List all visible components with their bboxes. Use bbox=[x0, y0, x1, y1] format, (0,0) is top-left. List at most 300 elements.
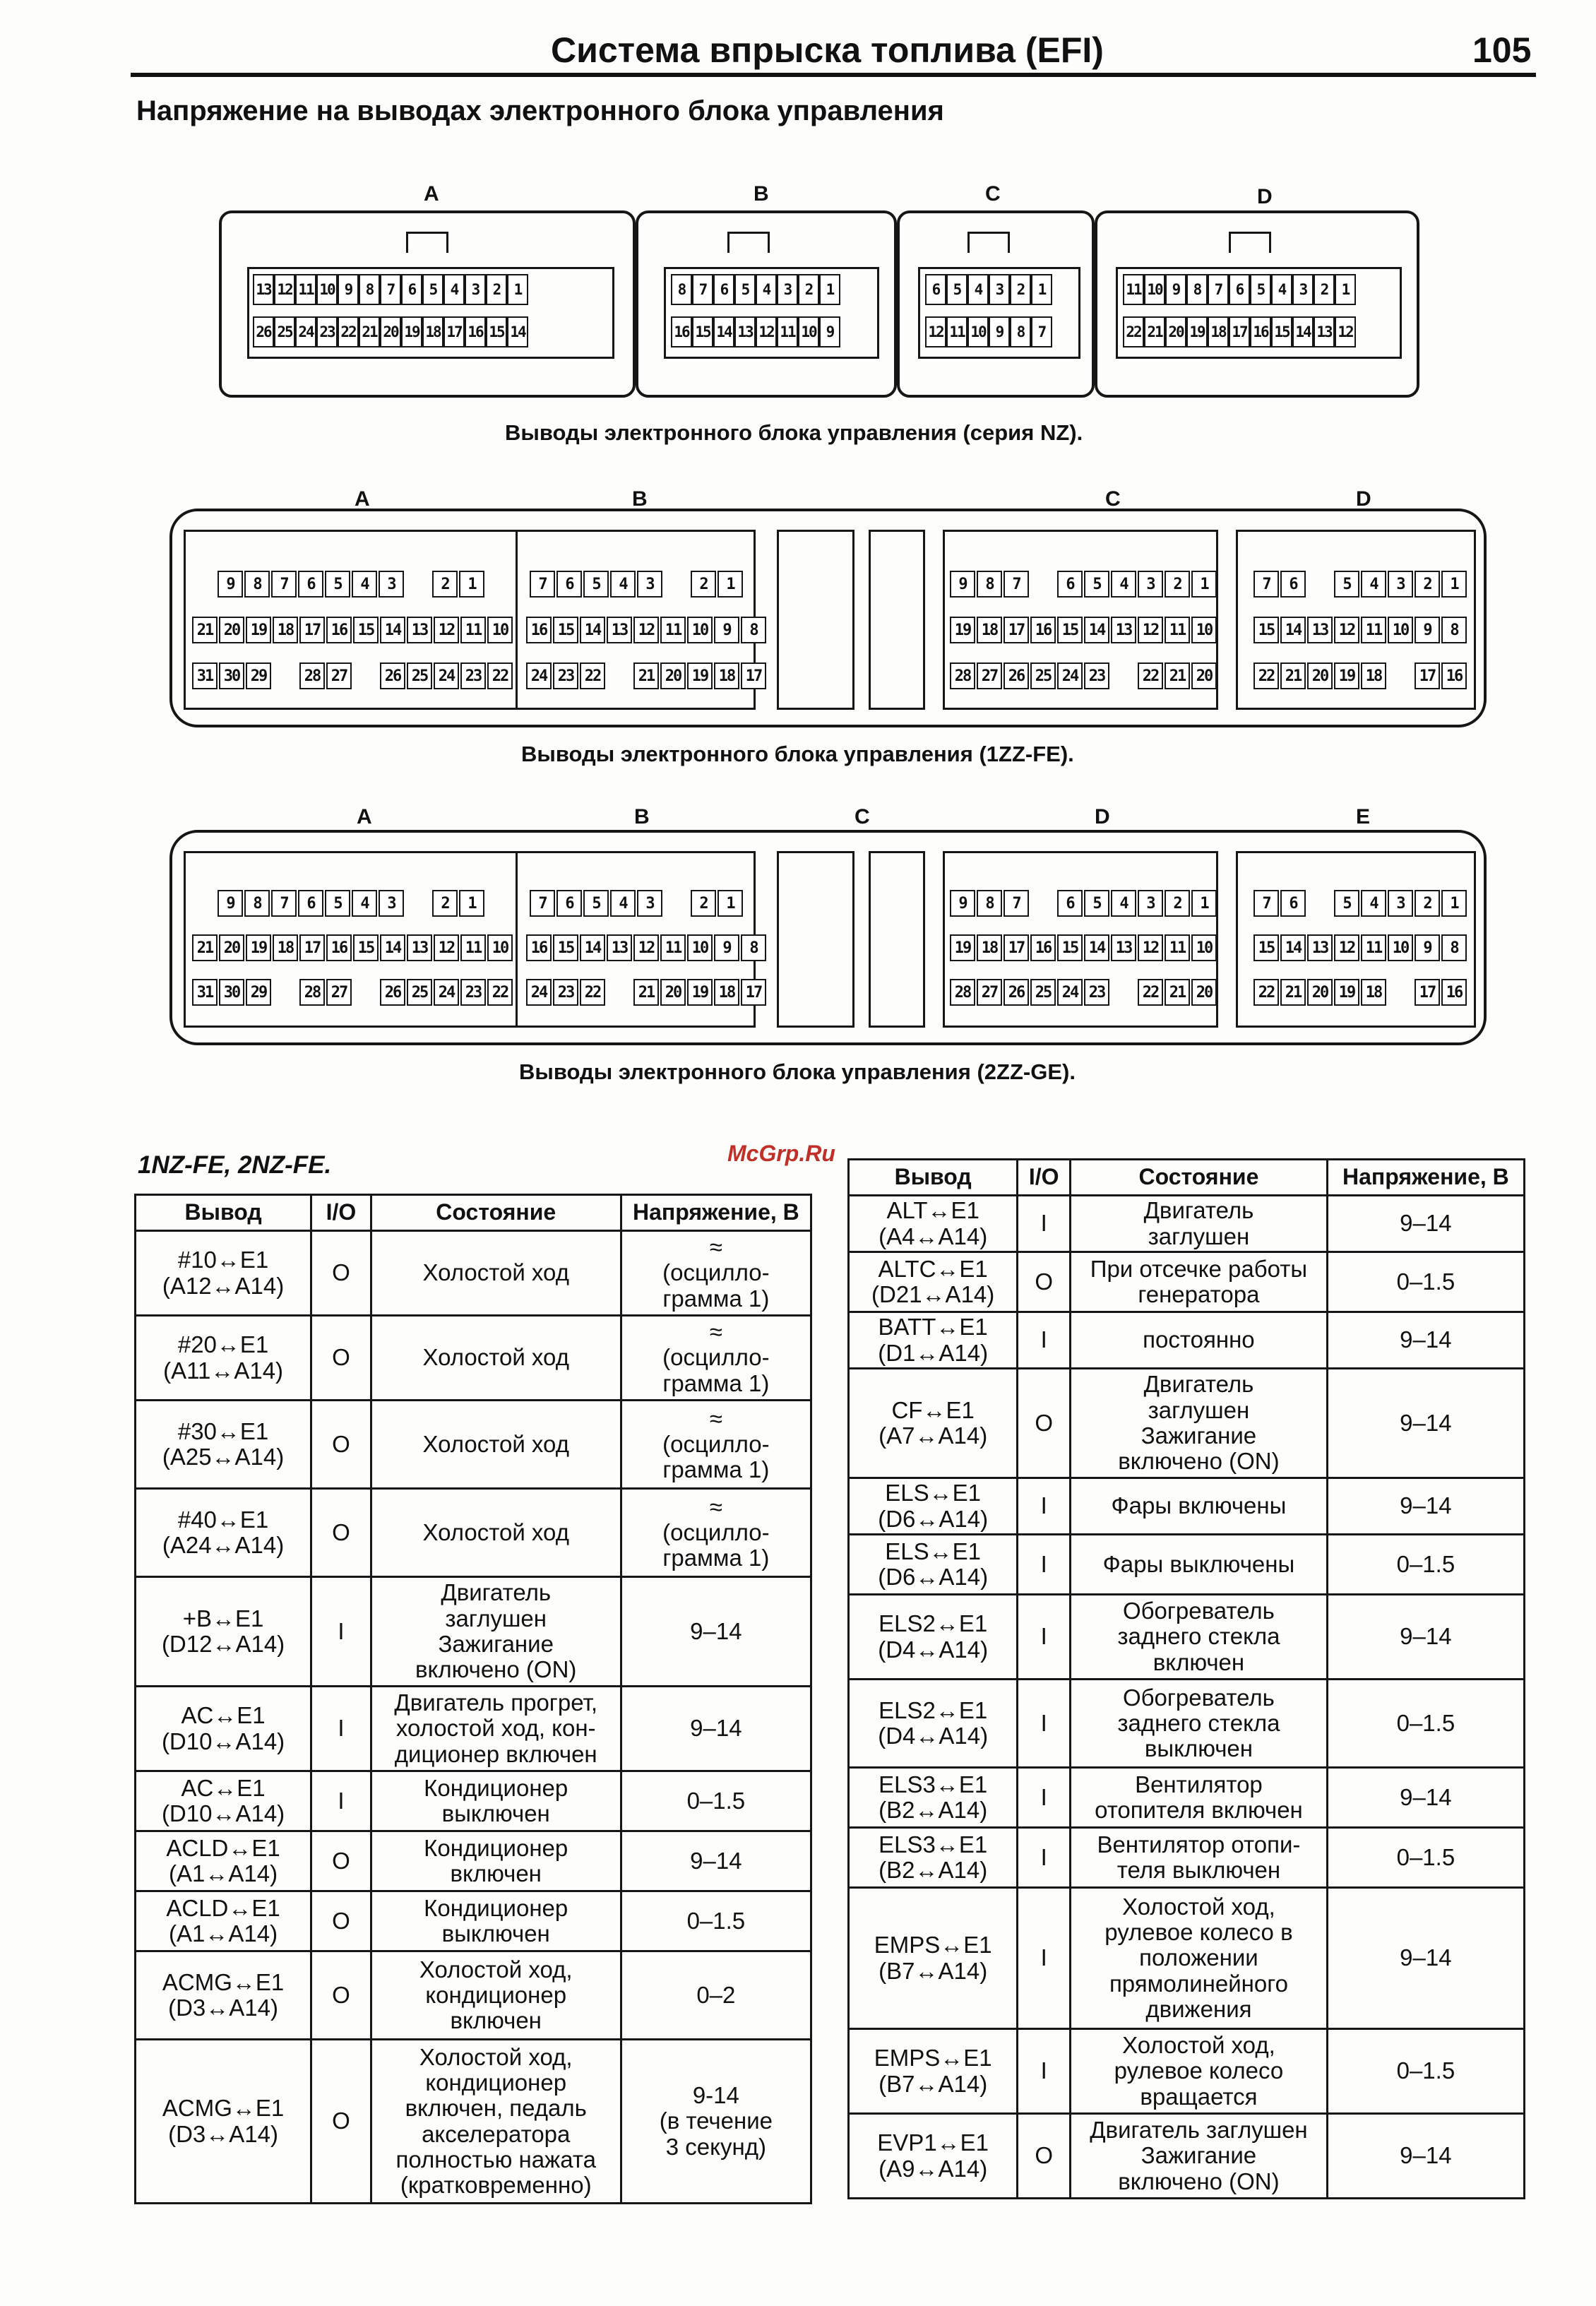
connector-pin: 14 bbox=[380, 934, 405, 961]
pin-cell bbox=[849, 1369, 1018, 1478]
connector-pin: 8 bbox=[1010, 316, 1031, 347]
cell-line: (кратковременно) bbox=[400, 2172, 592, 2199]
2zz-connector-diagram bbox=[169, 805, 1487, 1045]
voltage-cell bbox=[621, 2040, 811, 2204]
connector-pin: 18 bbox=[273, 934, 298, 961]
cell-line: (D4↔A14) bbox=[878, 1636, 989, 1663]
connector-pin: 2 bbox=[691, 571, 716, 598]
cell-line: ELS2↔E1 bbox=[879, 1610, 988, 1637]
connector-pin: 30 bbox=[219, 979, 244, 1006]
connector-pin: 16 bbox=[1250, 316, 1271, 347]
connector-pin: 4 bbox=[1361, 890, 1386, 917]
connector-pin: 19 bbox=[246, 617, 271, 643]
cell-line: рулевое колесо bbox=[1114, 2057, 1284, 2084]
connector-pin: 6 bbox=[1057, 890, 1083, 917]
pin-cell bbox=[849, 1595, 1018, 1680]
cell-line: (A4↔A14) bbox=[879, 1223, 988, 1249]
voltage-cell bbox=[1327, 1535, 1524, 1595]
section-title: Напряжение на выводах электронного блока управления bbox=[136, 95, 944, 126]
2zz-connector-a-row-3 bbox=[192, 979, 514, 1006]
cell-line: ELS↔E1 bbox=[885, 1480, 982, 1506]
connector-pin: 22 bbox=[580, 662, 605, 689]
connector-pin: 19 bbox=[687, 662, 713, 689]
connector-pin: 20 bbox=[660, 662, 686, 689]
cell-line: 9–14 bbox=[690, 1847, 742, 1874]
pin-cell bbox=[136, 1891, 311, 1951]
connector-pin: 18 bbox=[422, 316, 443, 347]
connector-pin: 7 bbox=[1004, 571, 1029, 598]
connector-pin: 17 bbox=[1004, 617, 1029, 643]
cell-line: Зажигание bbox=[438, 1631, 554, 1657]
2zz-connector-e-row-2 bbox=[1253, 934, 1468, 961]
io-cell: O bbox=[311, 1489, 371, 1577]
connector-pin: 7 bbox=[1253, 571, 1279, 598]
connector-pin: 18 bbox=[1361, 979, 1386, 1006]
voltage-cell bbox=[1327, 1828, 1524, 1888]
nz-connector-letter-d: D bbox=[1257, 185, 1273, 208]
connector-pin: 9 bbox=[218, 890, 243, 917]
connector-pin: 11 bbox=[1165, 934, 1190, 961]
pin-cell bbox=[136, 1489, 311, 1577]
cell-line: (D10↔A14) bbox=[161, 1800, 285, 1826]
cell-line: ≈ bbox=[709, 1493, 722, 1520]
connector-pin: 28 bbox=[950, 662, 975, 689]
cell-line: EVP1↔E1 bbox=[877, 2129, 989, 2156]
cell-line: заглушен bbox=[445, 1605, 547, 1632]
pin-cell bbox=[136, 1316, 311, 1401]
connector-pin: 21 bbox=[1165, 979, 1190, 1006]
pin-cell bbox=[849, 1312, 1018, 1369]
connector-pin: 23 bbox=[460, 662, 486, 689]
voltage-cell bbox=[621, 1231, 811, 1316]
2zz-diagram-caption: Выводы электронного блока управления (2ZZ-GE). bbox=[519, 1059, 1076, 1084]
pin-cell bbox=[136, 1687, 311, 1771]
connector-pin: 24 bbox=[526, 979, 552, 1006]
cell-line: выключен bbox=[1144, 1735, 1253, 1762]
connector-pin: 1 bbox=[1191, 890, 1217, 917]
voltage-cell bbox=[1327, 1478, 1524, 1535]
connector-pin: 6 bbox=[1057, 571, 1083, 598]
header-state: Состояние bbox=[1071, 1160, 1328, 1196]
cell-line: кондиционер bbox=[425, 2069, 567, 2096]
cell-line: 9–14 bbox=[1400, 1783, 1452, 1810]
connector-pin: 10 bbox=[316, 274, 338, 305]
connector-pin: 10 bbox=[687, 934, 713, 961]
connector-pin: 4 bbox=[1361, 571, 1386, 598]
connector-pin: 8 bbox=[244, 890, 270, 917]
cell-line: ELS↔E1 bbox=[885, 1538, 982, 1564]
connector-pin: 2 bbox=[1165, 890, 1190, 917]
cell-line: (осцилло- bbox=[662, 1259, 770, 1286]
io-cell: I bbox=[1018, 2029, 1071, 2114]
nz-diagram-caption: Выводы электронного блока управления (серия NZ). bbox=[505, 420, 1083, 445]
connector-pin: 10 bbox=[487, 617, 513, 643]
2zz-connector-e-row-3 bbox=[1253, 979, 1468, 1006]
cell-line: выключен bbox=[441, 1920, 550, 1947]
connector-pin: 6 bbox=[556, 571, 582, 598]
connector-pin: 19 bbox=[687, 979, 713, 1006]
connector-pin: 9 bbox=[714, 617, 739, 643]
table-row bbox=[136, 1577, 811, 1687]
cell-line: (A9↔A14) bbox=[879, 2155, 988, 2182]
connector-pin: 11 bbox=[460, 617, 486, 643]
state-cell bbox=[1071, 1369, 1328, 1478]
connector-pin: 16 bbox=[526, 934, 552, 961]
table-row bbox=[136, 1231, 811, 1316]
table-row bbox=[849, 1252, 1525, 1312]
pin-cell bbox=[849, 1888, 1018, 2029]
connector-pin: 14 bbox=[507, 316, 528, 347]
cell-line: (A24↔A14) bbox=[162, 1532, 285, 1558]
cell-line: ACLD↔E1 bbox=[166, 1894, 280, 1921]
connector-pin: 5 bbox=[1084, 571, 1109, 598]
state-cell bbox=[1071, 1312, 1328, 1369]
cell-line: грамма 1) bbox=[662, 1545, 770, 1571]
connector-pin: 15 bbox=[553, 934, 578, 961]
connector-pin: 28 bbox=[299, 979, 325, 1006]
connector-pin: 3 bbox=[777, 274, 798, 305]
state-cell bbox=[1071, 1595, 1328, 1680]
cell-line: Вентилятор отопи- bbox=[1097, 1831, 1301, 1858]
connector-pin: 1 bbox=[1441, 571, 1467, 598]
cell-line: включено (ON) bbox=[415, 1656, 577, 1683]
cell-line: ACMG↔E1 bbox=[162, 2095, 285, 2122]
connector-pin: 3 bbox=[379, 890, 404, 917]
connector-pin: 2 bbox=[432, 890, 458, 917]
connector-pin: 2 bbox=[1415, 890, 1440, 917]
connector-pin: 2 bbox=[1415, 571, 1440, 598]
connector-pin: 23 bbox=[553, 979, 578, 1006]
cell-line: диционер включен bbox=[394, 1740, 597, 1767]
connector-pin: 3 bbox=[637, 890, 662, 917]
io-cell: I bbox=[1018, 1595, 1071, 1680]
nz-connector-letter-b: B bbox=[754, 182, 769, 206]
voltage-cell bbox=[621, 1401, 811, 1489]
io-cell: O bbox=[1018, 2114, 1071, 2199]
connector-pin: 25 bbox=[407, 979, 432, 1006]
connector-pin: 3 bbox=[379, 571, 404, 598]
connector-pin: 10 bbox=[1388, 617, 1413, 643]
pin-cell bbox=[136, 1401, 311, 1489]
connector-pin: 6 bbox=[556, 890, 582, 917]
2zz-connector-letter-a: A bbox=[357, 805, 372, 828]
table-row bbox=[136, 1831, 811, 1891]
connector-pin: 20 bbox=[1165, 316, 1186, 347]
1zz-connector-a-row-2 bbox=[192, 617, 514, 643]
1zz-connector-d-row-1 bbox=[1253, 571, 1468, 598]
cell-line: Двигатель bbox=[1143, 1197, 1254, 1224]
connector-pin: 15 bbox=[1253, 934, 1279, 961]
connector-pin: 15 bbox=[692, 316, 713, 347]
connector-pin: 15 bbox=[486, 316, 507, 347]
cell-line: включен bbox=[450, 1860, 542, 1886]
voltage-cell bbox=[621, 1687, 811, 1771]
connector-pin: 27 bbox=[977, 662, 1002, 689]
table-row bbox=[849, 1768, 1525, 1828]
cell-line: включен bbox=[450, 2007, 542, 2034]
connector-pin: 13 bbox=[1111, 617, 1136, 643]
state-cell bbox=[1071, 1680, 1328, 1768]
connector-pin: 10 bbox=[1191, 617, 1217, 643]
connector-pin: 20 bbox=[1191, 662, 1217, 689]
connector-pin: 13 bbox=[1307, 617, 1333, 643]
2zz-connector-b-row-2 bbox=[526, 934, 768, 961]
table-row bbox=[849, 1312, 1525, 1369]
voltage-cell bbox=[621, 1771, 811, 1831]
header-io: I/O bbox=[1018, 1160, 1071, 1196]
state-cell bbox=[371, 1231, 621, 1316]
cell-line: рулевое колесо в bbox=[1104, 1919, 1293, 1946]
connector-pin: 13 bbox=[1314, 316, 1335, 347]
connector-pin: 25 bbox=[1030, 662, 1056, 689]
connector-pin: 13 bbox=[734, 316, 756, 347]
connector-pin: 17 bbox=[1229, 316, 1250, 347]
connector-pin: 7 bbox=[271, 571, 297, 598]
connector-pin: 9 bbox=[1165, 274, 1186, 305]
connector-pin: 20 bbox=[380, 316, 401, 347]
cell-line: (D6↔A14) bbox=[878, 1505, 989, 1532]
cell-line: (A1↔A14) bbox=[169, 1860, 278, 1886]
connector-pin: 3 bbox=[637, 571, 662, 598]
page-number: 105 bbox=[1472, 30, 1532, 70]
connector-pin: 17 bbox=[443, 316, 465, 347]
connector-pin: 19 bbox=[1334, 979, 1359, 1006]
2zz-connector-a-row-1 bbox=[218, 890, 486, 917]
connector-pin: 2 bbox=[486, 274, 507, 305]
cell-line: ALT↔E1 bbox=[886, 1197, 979, 1224]
nz-connector-a-latch bbox=[406, 232, 448, 253]
connector-pin: 10 bbox=[798, 316, 819, 347]
cell-line: Зажигание bbox=[1141, 1422, 1257, 1449]
cell-line: Холостой ход, bbox=[1122, 1893, 1275, 1920]
state-cell bbox=[1071, 1768, 1328, 1828]
connector-pin: 2 bbox=[1010, 274, 1031, 305]
2zz-connector-d-row-3 bbox=[950, 979, 1218, 1006]
connector-pin: 22 bbox=[1253, 662, 1279, 689]
cell-line: 9–14 bbox=[1400, 1326, 1452, 1353]
connector-pin: 5 bbox=[1334, 890, 1359, 917]
voltage-cell bbox=[621, 1316, 811, 1401]
1zz-connector-b-row-2 bbox=[526, 617, 768, 643]
io-cell: I bbox=[1018, 1196, 1071, 1252]
cell-line: (в течение bbox=[659, 2108, 773, 2134]
io-cell: O bbox=[311, 1316, 371, 1401]
connector-pin: 10 bbox=[687, 617, 713, 643]
connector-pin: 4 bbox=[352, 571, 377, 598]
table-row bbox=[849, 1535, 1525, 1595]
cell-line: вращается bbox=[1140, 2083, 1258, 2110]
2zz-connector-e-row-1 bbox=[1253, 890, 1468, 917]
cell-line: 0–1.5 bbox=[1396, 2057, 1455, 2084]
cell-line: Холостой ход, bbox=[419, 2043, 573, 2070]
connector-pin: 1 bbox=[717, 890, 743, 917]
cell-line: (D10↔A14) bbox=[161, 1728, 285, 1754]
connector-pin: 26 bbox=[1004, 979, 1029, 1006]
cell-line: грамма 1) bbox=[662, 1369, 770, 1396]
cell-line: 0–1.5 bbox=[686, 1907, 746, 1934]
cell-line: (D21↔A14) bbox=[871, 1281, 995, 1307]
cell-line: AC↔E1 bbox=[181, 1774, 266, 1801]
connector-pin: 5 bbox=[583, 890, 609, 917]
connector-pin: 22 bbox=[1123, 316, 1144, 347]
connector-pin: 6 bbox=[401, 274, 422, 305]
cell-line: движения bbox=[1145, 1995, 1252, 2022]
connector-pin: 21 bbox=[359, 316, 380, 347]
nz-connector-a-bottom-row bbox=[253, 316, 528, 347]
state-cell bbox=[1071, 1196, 1328, 1252]
connector-pin: 19 bbox=[246, 934, 271, 961]
connector-pin: 8 bbox=[1441, 934, 1467, 961]
state-cell bbox=[1071, 1888, 1328, 2029]
pin-cell bbox=[136, 1577, 311, 1687]
cell-line: включено (ON) bbox=[1118, 1448, 1280, 1475]
connector-pin: 2 bbox=[432, 571, 458, 598]
connector-pin: 9 bbox=[714, 934, 739, 961]
connector-pin: 17 bbox=[741, 979, 766, 1006]
connector-pin: 15 bbox=[1253, 617, 1279, 643]
connector-pin: 3 bbox=[1138, 571, 1163, 598]
1zz-connector-letter-d: D bbox=[1356, 487, 1371, 511]
1zz-connector-c-row-1 bbox=[950, 571, 1218, 598]
connector-pin: 7 bbox=[1253, 890, 1279, 917]
cell-line: (осцилло- bbox=[662, 1518, 770, 1545]
connector-pin: 9 bbox=[819, 316, 840, 347]
state-cell bbox=[371, 1771, 621, 1831]
connector-pin: 11 bbox=[946, 316, 967, 347]
cell-line: CF↔E1 bbox=[891, 1396, 975, 1423]
connector-pin: 7 bbox=[692, 274, 713, 305]
cell-line: (A11↔A14) bbox=[163, 1357, 284, 1384]
nz-connector-c-bottom-row bbox=[925, 316, 1052, 347]
connector-pin: 3 bbox=[465, 274, 486, 305]
connector-pin: 15 bbox=[1057, 934, 1083, 961]
connector-pin: 21 bbox=[192, 934, 218, 961]
cell-line: (A1↔A14) bbox=[169, 1920, 278, 1947]
connector-pin: 23 bbox=[1084, 662, 1109, 689]
connector-pin: 24 bbox=[1057, 662, 1083, 689]
1zz-connector-c-row-2 bbox=[950, 617, 1218, 643]
connector-pin: 16 bbox=[1030, 934, 1056, 961]
pin-cell bbox=[849, 1535, 1018, 1595]
cell-line: полностью нажата bbox=[395, 2146, 596, 2173]
connector-pin: 24 bbox=[295, 316, 316, 347]
connector-pin: 4 bbox=[610, 890, 636, 917]
connector-pin: 11 bbox=[660, 934, 686, 961]
connector-pin: 21 bbox=[1280, 979, 1306, 1006]
1zz-connector-b-row-3 bbox=[526, 662, 768, 689]
cell-line: (D6↔A14) bbox=[878, 1564, 989, 1590]
cell-line: Двигатель bbox=[1143, 1371, 1254, 1398]
connector-pin: 1 bbox=[819, 274, 840, 305]
cell-line: включено (ON) bbox=[1118, 2168, 1280, 2194]
connector-pin: 7 bbox=[380, 274, 401, 305]
cell-line: 0–2 bbox=[696, 1981, 736, 2008]
cell-line: ALTC↔E1 bbox=[878, 1255, 988, 1282]
1zz-connector-c-row-3 bbox=[950, 662, 1218, 689]
cell-line: 9–14 bbox=[1400, 1210, 1452, 1237]
cell-line: 0–1.5 bbox=[1396, 1843, 1455, 1870]
cell-line: 0–1.5 bbox=[686, 1787, 746, 1814]
cell-line: 9–14 bbox=[690, 1617, 742, 1644]
connector-pin: 6 bbox=[1280, 571, 1306, 598]
cell-line: ≈ bbox=[709, 1319, 722, 1345]
connector-pin: 14 bbox=[580, 934, 605, 961]
state-cell bbox=[371, 1577, 621, 1687]
nz-connector-diagram bbox=[219, 177, 1419, 417]
connector-pin: 1 bbox=[1191, 571, 1217, 598]
connector-pin: 12 bbox=[633, 934, 659, 961]
table-row bbox=[136, 1951, 811, 2040]
cell-line: заглушен bbox=[1148, 1223, 1250, 1249]
cell-line: Двигатель прогрет, bbox=[394, 1689, 598, 1716]
connector-pin: 18 bbox=[714, 662, 739, 689]
nz-connector-d-bottom-row bbox=[1123, 316, 1356, 347]
cell-line: Холостой ход bbox=[422, 1430, 569, 1457]
connector-pin: 9 bbox=[218, 571, 243, 598]
cell-line: #20↔E1 bbox=[177, 1331, 269, 1358]
connector-pin: 16 bbox=[1441, 979, 1467, 1006]
voltage-cell bbox=[621, 1891, 811, 1951]
table-row bbox=[136, 1891, 811, 1951]
connector-pin: 8 bbox=[1441, 617, 1467, 643]
connector-pin: 19 bbox=[950, 617, 975, 643]
nz-connector-c-latch bbox=[967, 232, 1010, 253]
connector-pin: 25 bbox=[407, 662, 432, 689]
cell-line: (A25↔A14) bbox=[162, 1444, 285, 1470]
connector-pin: 13 bbox=[407, 617, 432, 643]
voltage-cell bbox=[1327, 1888, 1524, 2029]
connector-pin: 4 bbox=[352, 890, 377, 917]
cell-line: (B7↔A14) bbox=[879, 2070, 988, 2097]
io-cell: O bbox=[311, 2040, 371, 2204]
connector-pin: 23 bbox=[1084, 979, 1109, 1006]
connector-pin: 8 bbox=[244, 571, 270, 598]
connector-pin: 19 bbox=[1334, 662, 1359, 689]
io-cell: O bbox=[1018, 1252, 1071, 1312]
connector-pin: 12 bbox=[1334, 617, 1359, 643]
table-row bbox=[849, 2114, 1525, 2199]
voltage-cell bbox=[1327, 1312, 1524, 1369]
2zz-connector-c-slot-1 bbox=[777, 851, 854, 1028]
connector-pin: 1 bbox=[1441, 890, 1467, 917]
connector-pin: 13 bbox=[253, 274, 274, 305]
connector-pin: 4 bbox=[1111, 890, 1136, 917]
connector-pin: 5 bbox=[1084, 890, 1109, 917]
connector-pin: 10 bbox=[487, 934, 513, 961]
connector-pin: 26 bbox=[380, 662, 405, 689]
cell-line: 0–1.5 bbox=[1396, 1709, 1455, 1736]
connector-pin: 9 bbox=[1415, 934, 1440, 961]
cell-line: выключен bbox=[441, 1800, 550, 1826]
connector-pin: 24 bbox=[434, 979, 459, 1006]
state-cell bbox=[371, 1316, 621, 1401]
connector-pin: 11 bbox=[660, 617, 686, 643]
voltage-cell bbox=[621, 1951, 811, 2040]
voltage-cell bbox=[1327, 2029, 1524, 2114]
pin-cell bbox=[136, 2040, 311, 2204]
connector-pin: 17 bbox=[1415, 662, 1440, 689]
connector-pin: 12 bbox=[434, 617, 459, 643]
connector-pin: 23 bbox=[553, 662, 578, 689]
connector-pin: 5 bbox=[1334, 571, 1359, 598]
connector-pin: 18 bbox=[977, 617, 1002, 643]
connector-pin: 3 bbox=[1292, 274, 1314, 305]
voltage-cell bbox=[1327, 1196, 1524, 1252]
connector-pin: 8 bbox=[741, 934, 766, 961]
cell-line: кондиционер bbox=[425, 1981, 567, 2008]
cell-line: Холостой ход bbox=[422, 1259, 569, 1286]
connector-pin: 12 bbox=[1138, 617, 1163, 643]
